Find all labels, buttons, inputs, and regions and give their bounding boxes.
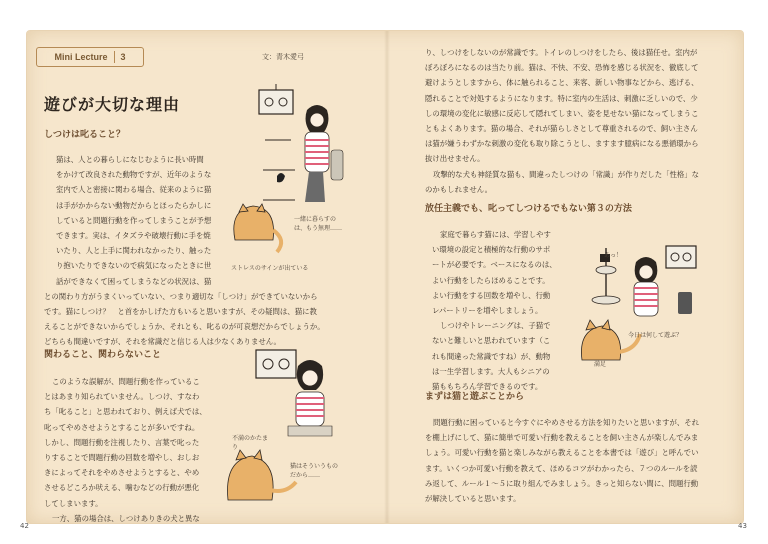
- picture-frame-icon: [666, 246, 696, 268]
- text-line: いたり、人と上手に関われなかったり、触った: [56, 246, 212, 256]
- caption-ah: あっ！: [604, 252, 622, 259]
- text-line: ぼろぼろになるのは当たり前。猫は、不快、不安、恐怖を感じる状況を、徹底して: [425, 63, 699, 73]
- text-line: 隠れることで対処するようになります。特に室内の生活は、刺激に乏しいので、少: [425, 93, 698, 103]
- caption-give-up: 一緒に暮らすのは、もう無理……: [294, 216, 343, 232]
- text-line: 抜け出せません。: [425, 154, 485, 164]
- text-line: 猫は、人との暮らしになじむように長い時間: [56, 155, 204, 164]
- text-line: のかもしれません。: [425, 184, 492, 194]
- section-heading-1: しつけは叱ること？: [44, 130, 126, 140]
- section-heading-3: 放任主義でも、叱ってしつけるでもない第３の方法: [425, 204, 632, 214]
- text-line: ともよくあります。猫の場合、それが猫らしさとして尊重されるので、飼い主さん: [425, 124, 698, 134]
- author-credit: 文：青木愛弓: [262, 53, 304, 61]
- text-line: です。猫にしつけ？ と首をかしげた方もいると思いますが、その疑問は、猫に教: [44, 307, 317, 317]
- text-line: が解決していると思います。: [425, 494, 521, 504]
- cat-icon: [228, 450, 297, 500]
- text-line: どちらも間違いですが、それを常識だと信じる人は少なくありません。: [44, 337, 281, 347]
- section-3-body: [432, 227, 582, 394]
- text-line: してしまいます。: [44, 498, 103, 508]
- page-number-right: 43: [738, 522, 747, 530]
- text-line: は手がかからない動物だからとほったらかしに: [56, 200, 212, 210]
- text-line: ないと難しいと思われています（こ: [432, 336, 551, 346]
- section-2-body: [44, 374, 234, 526]
- woman-figure: [305, 105, 343, 202]
- text-line: み返して、ルール１〜５に取り組んでみましょう。きっと知らない間に、問題行動: [425, 478, 699, 488]
- lecture-label: [36, 47, 144, 67]
- text-line: をかけて改良された動物ですが、近年のような: [56, 170, 212, 180]
- text-line: 問題行動に困っていると今すぐにやめさせる方法を知りたいと思いますが、それ: [433, 418, 700, 427]
- caption-satisfied: 満足: [594, 361, 607, 368]
- text-line: り、しつけをしないのが常識です。トイレのしつけをしたら、後は猫任せ。室内が: [425, 48, 698, 57]
- caption-frustration: 不満のかたまり: [232, 435, 269, 451]
- cat-icon: [234, 204, 281, 252]
- text-line: しつけやトレーニングは、子猫で: [440, 321, 551, 331]
- text-line: ます。いくつか可愛い行動を教えて、ほめるコツがわかったら、７つのルールを読: [425, 463, 698, 473]
- caption-stress-sign: ストレスのサインが出ている: [231, 265, 309, 272]
- text-line: い環境の設定と積極的な行動のサポ: [432, 245, 551, 255]
- text-line: れも間違った常識ですね）が、動物: [432, 351, 551, 361]
- picture-frame-icon: [256, 350, 296, 378]
- text-line: 家庭で暮らす猫には、学習しやす: [440, 230, 551, 239]
- text-line: 叱ってやめさせようとすることが多いですね。: [44, 422, 200, 432]
- picture-frame-icon: [259, 84, 293, 114]
- text-line: できます。実は、イタズラや破壊行動に手を焼: [56, 231, 211, 241]
- text-line: レパートリーを増やしましょう。: [432, 306, 543, 316]
- text-line: は一生学習します。大人もシニアの: [432, 366, 550, 376]
- illustration-satisfied-cat: [570, 240, 720, 380]
- text-line: よい行動をする回数を増やし、行動: [432, 290, 551, 300]
- cat-icon: [581, 320, 640, 360]
- text-line: りすることで問題行動の回数を増やし、おしお: [44, 453, 200, 463]
- text-line: とはあまり知られていません。しつけ、すなわ: [44, 392, 200, 402]
- lecture-label-text: Mini Lecture: [54, 52, 108, 62]
- text-line: り抱いたりできないので病気になったときに世: [56, 261, 212, 271]
- text-line: 猫ももちろん学習できるのです。: [432, 382, 543, 392]
- illustration-stressed-cat: [215, 80, 355, 270]
- text-line: 避けようとしますから、体に触られること、来客、新しい物事などから、逃げる、: [425, 78, 699, 88]
- text-line: を棚上げにして、猫に簡単で可愛い行動を教えることを飼い主さんが楽しんでみま: [425, 433, 699, 443]
- lecture-divider: [114, 51, 115, 63]
- text-line: との関わり方がうまくいっていない、つまり適切な「しつけ」ができていないから: [44, 291, 318, 301]
- text-line: 室内で人と密接に関わる場合、従来のように猫: [56, 185, 212, 195]
- text-line: ートが必要です。ベースになるのは、: [432, 260, 557, 270]
- section-heading-4: まずは猫と遊ぶことから: [425, 392, 525, 402]
- text-line: しょう。可愛い行動を猫と楽しみながら教えることを本書では「遊び」と呼んでい: [425, 448, 699, 458]
- text-line: していると問題行動を作ってしまうことが予想: [56, 215, 212, 225]
- caption-thats-cats: 猫はそういうものだから……: [290, 463, 339, 479]
- page-title: 遊びが大切な理由: [44, 95, 181, 114]
- illustration-unsatisfied-cat: [218, 340, 350, 510]
- lecture-number: 3: [120, 52, 126, 62]
- text-line: しの環境の変化に敏感に反応して隠れてしまい、姿を見せない猫になってしまうこ: [425, 108, 699, 118]
- text-line: 一方、猫の場合は、しつけありきの犬と異な: [52, 513, 200, 523]
- section-heading-2: 関わること、関わらないこと: [44, 350, 162, 360]
- text-line: は猫が嫌うわずかな刺激の変化も取り除こうとし、ますます臆病になる悪循環から: [425, 139, 699, 149]
- caption-what-to-play: 今日は何して遊ぶ？: [628, 332, 683, 339]
- text-line: このような誤解が、問題行動を作っているこ: [52, 377, 200, 386]
- text-line: ち「叱ること」と思われており、例えば犬では、: [44, 407, 207, 417]
- text-line: よい行動をしたらほめることです。: [432, 275, 550, 285]
- text-line: 攻撃的な犬も神経質な猫も、間違ったしつけの「常識」が作りだした「性格」な: [433, 169, 700, 179]
- right-intro-body: [425, 45, 735, 197]
- text-line: きによってそれをやめさせようとすると、やめ: [44, 468, 200, 478]
- text-line: 話ができなくて困ってしまうなどの状況は、猫: [56, 276, 212, 286]
- text-line: させるどころか吠える、噛むなどの行動が悪化: [44, 483, 200, 493]
- text-line: えることができないからでしょうか、それとも、叱るのが可哀想だからでしょうか。: [44, 322, 325, 332]
- section-4-body: [425, 415, 737, 506]
- text-line: しかし、問題行動を注視したり、言葉で叱った: [44, 437, 200, 447]
- page-number-left: 42: [20, 522, 29, 530]
- shelf-lines: [263, 140, 295, 200]
